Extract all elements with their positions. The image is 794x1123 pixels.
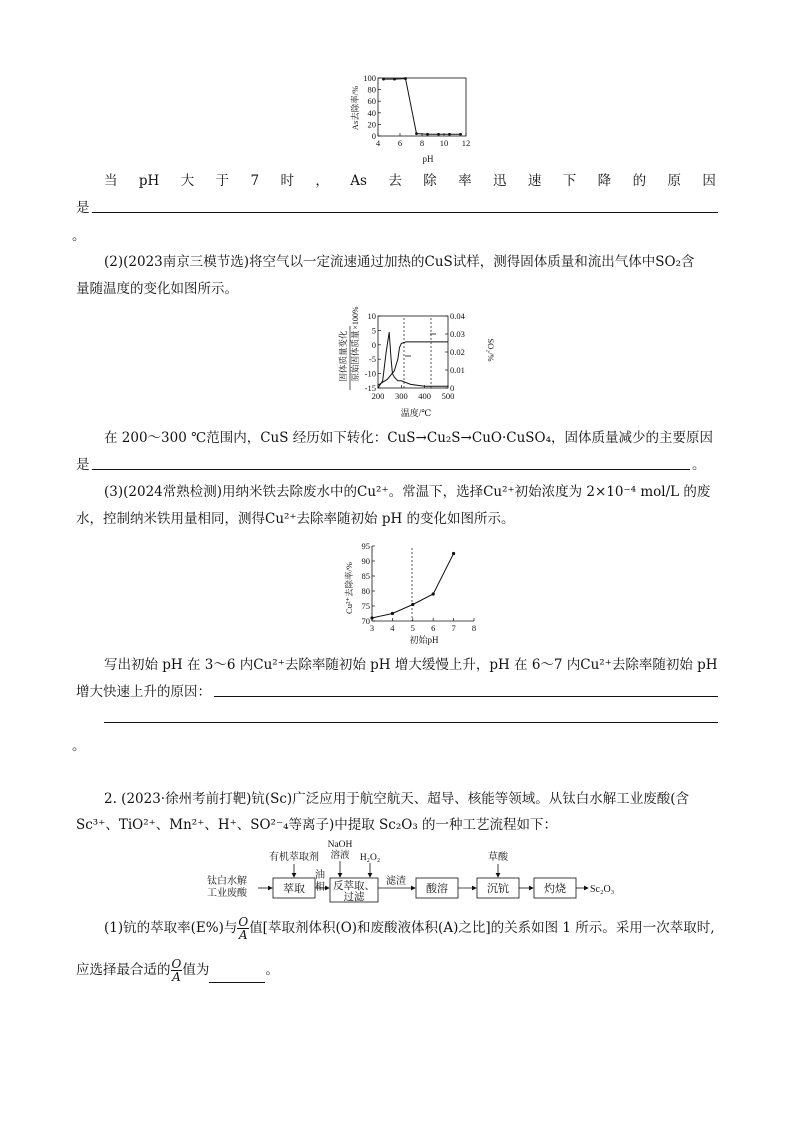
q1-answer-blank[interactable] — [92, 212, 718, 213]
chart2-ytick: -5 — [368, 354, 376, 365]
flow-reagent-h2o2: H₂O₂ — [359, 853, 381, 863]
q1-char: 速 — [527, 173, 542, 189]
chart1-point — [426, 133, 429, 136]
chart1-xtick: 10 — [439, 138, 449, 148]
p2q1-text-b: 值[萃取剂体积(O)和废酸液体积(A)之比]的关系如图 1 所示。采用一次萃取时, — [249, 920, 715, 936]
flow-product: Sc₂O₃ — [590, 884, 615, 895]
chart2-y2tick: 0.02 — [450, 347, 465, 357]
frac2-denominator: A — [172, 970, 181, 984]
chart1-point — [382, 78, 385, 81]
cus-heating-chart — [336, 306, 496, 422]
chart3-xtick: 4 — [390, 623, 395, 633]
p2q1-line2 — [76, 958, 279, 983]
q1-char: 率 — [458, 173, 472, 189]
q1-char: 于 — [215, 173, 230, 189]
as-removal-chart — [348, 72, 473, 164]
chart2-ytick: 5 — [371, 325, 376, 336]
q1-char: 原 — [667, 173, 681, 189]
chart2-y2tick: 0.03 — [450, 329, 465, 339]
chart3-ytick: 70 — [361, 616, 370, 626]
q2-line1: (2)(2023南京三模节选)将空气以一定流速通过加热的CuS试样，测得固体质量和流出气体中SO₂含 — [104, 254, 695, 270]
q1-period: 。 — [72, 228, 86, 244]
chart3-point — [370, 616, 373, 619]
chart2-ylabel-num: 固体质量变化 — [338, 330, 348, 382]
chart1-point — [459, 133, 462, 136]
frac-denominator: A — [238, 928, 248, 942]
q1-char: 时 — [280, 173, 294, 189]
q2-answer-start: 是 — [76, 457, 90, 473]
chart3-ytick: 75 — [361, 601, 370, 611]
chart2-ytick: -10 — [364, 368, 376, 379]
q1-char: 7 — [250, 173, 260, 189]
chart1-point — [415, 132, 418, 135]
p2-line1: 2. (2023·徐州考前打靶)钪(Sc)广泛应用于航空航天、超导、核能等领域。从钛白水解工业废酸(含 — [104, 791, 689, 807]
p2q1-line1 — [104, 916, 715, 941]
flow-box-dissolve-label: 酸溶 — [426, 883, 448, 895]
p2-line2: Sc³⁺、TiO²⁺、Mn²⁺、H⁺、SO²⁻₄等离子)中提取 Sc₂O₃ 的一种工艺流程如下： — [76, 817, 558, 833]
flow-reagent-extractant: 有机萃取剂 — [269, 852, 319, 863]
chart1-xtick: 4 — [375, 138, 381, 148]
chart3-xtick: 6 — [431, 623, 436, 633]
chart3-point — [432, 592, 435, 595]
chart3-ylabel: Cu²⁺去除率/% — [344, 562, 354, 614]
q1-char: ， — [315, 173, 329, 189]
q1-char: 迅 — [493, 173, 507, 189]
chart1-xlabel: pH — [422, 154, 434, 164]
flow-box-strip-label-1: 反萃取、 — [333, 881, 375, 892]
chart1-ytick: 100 — [363, 73, 376, 83]
q2-line3: 在 200～300 ℃范围内，CuS 经历如下转化：CuS→Cu₂S→CuO·CuSO₄，固体质量减少的主要原因 — [104, 430, 713, 446]
chart1-point — [404, 77, 407, 80]
o-over-a-fraction-2 — [171, 958, 183, 983]
p2q1-text-c: 应选择最合适的 — [76, 962, 171, 978]
q1-char: 去 — [388, 173, 402, 189]
process-flow-diagram — [200, 838, 620, 904]
chart3-xtick: 5 — [410, 623, 415, 633]
p2q1-answer-blank[interactable] — [209, 968, 265, 983]
q1-answer-start: 是 — [76, 200, 90, 216]
flow-start-line1: 钛白水解 — [207, 876, 247, 887]
q1-char: 当 — [104, 173, 118, 189]
cu-removal-chart — [340, 536, 480, 648]
chart2-xtick: 500 — [441, 391, 455, 401]
chart2-y2tick: 0.01 — [450, 365, 465, 375]
chart1-point — [393, 78, 396, 81]
chart1-ylabel: As去除率/% — [350, 85, 360, 131]
q2-period: 。 — [692, 457, 706, 473]
chart2-ytick: 0 — [371, 339, 376, 350]
chart1-ytick: 20 — [367, 119, 376, 130]
q3-period: 。 — [72, 738, 86, 754]
chart1-point — [437, 133, 440, 136]
flow-box-strip-label-2: 过滤 — [343, 892, 365, 903]
chart1-ytick: 80 — [367, 84, 376, 95]
flow-box-extract-label: 萃取 — [283, 883, 305, 895]
q1-char: As — [350, 173, 367, 189]
q1-char: 大 — [180, 173, 195, 189]
chart2-xtick: 400 — [418, 391, 432, 401]
flow-box-calcine-label: 灼烧 — [544, 883, 566, 895]
q1-char: 下 — [562, 173, 577, 189]
q3-answer-blank-1[interactable] — [214, 696, 718, 697]
chart2-xtick: 200 — [371, 391, 385, 401]
chart1-xtick: 6 — [397, 138, 403, 148]
chart1-point — [448, 133, 451, 136]
q1-reason-line — [104, 171, 716, 191]
chart2-ylabel-suffix: ×100% — [351, 306, 360, 330]
q1-char: 降 — [597, 173, 612, 189]
solid-mass-series — [378, 342, 448, 385]
flow-oil-phase-1: 油 — [315, 870, 325, 881]
chart1-frame — [378, 78, 466, 136]
p2q1-text-e: 。 — [265, 962, 279, 978]
flow-reagent-naoh: NaOH — [327, 840, 353, 850]
q3-line3: 写出初始 pH 在 3～6 内Cu²⁺去除率随初始 pH 增大缓慢上升，pH 在 6～7 内Cu²⁺去除率随初始 pH — [104, 657, 718, 673]
cu-removal-series — [372, 554, 454, 619]
p2q1-text-d: 值为 — [182, 962, 210, 978]
flow-box-precipitate-label: 沉钪 — [487, 883, 509, 895]
q3-line2: 水，控制纳米铁用量相同，测得Cu²⁺去除率随初始 pH 的变化如图所示。 — [76, 511, 515, 527]
chart1-ytick: 0 — [371, 131, 376, 141]
q2-line2: 量随温度的变化如图所示。 — [76, 281, 238, 297]
chart3-xtick: 7 — [451, 623, 456, 633]
chart2-xlabel: 温度/℃ — [400, 408, 432, 418]
chart2-ytick: 10 — [367, 311, 376, 321]
q1-char: 因 — [702, 173, 716, 189]
q1-char: 的 — [632, 173, 647, 189]
chart2-ylabel-den: 原始固体质量 — [350, 330, 360, 382]
chart1-xtick: 8 — [419, 138, 425, 148]
flow-reagent-oxalic: 草酸 — [488, 852, 508, 863]
chart2-xtick: 300 — [394, 391, 408, 401]
chart2-y2tick: 0 — [450, 383, 455, 393]
chart3-ytick: 80 — [361, 586, 370, 596]
chart3-ytick: 85 — [361, 571, 370, 581]
chart1-xtick: 12 — [461, 138, 471, 148]
chart3-xtick: 8 — [471, 623, 477, 633]
o-over-a-fraction — [237, 916, 249, 941]
chart3-xlabel: 初始pH — [409, 635, 439, 645]
q1-char: 除 — [423, 173, 437, 189]
flow-start-line2: 工业废酸 — [207, 888, 247, 899]
q1-char: pH — [138, 173, 160, 189]
chart2-y2label: SO₂/% — [486, 338, 496, 362]
flow-residue-label: 滤渣 — [386, 876, 406, 887]
chart3-point — [452, 552, 455, 555]
chart3-ytick: 90 — [361, 556, 370, 566]
chart3-point — [391, 612, 394, 615]
frac2-numerator: O — [171, 957, 182, 971]
flow-oil-phase-2: 相 — [315, 882, 325, 893]
q3-answer-blank-2[interactable] — [104, 722, 718, 723]
chart1-ytick: 40 — [367, 107, 376, 118]
frac-numerator: O — [238, 915, 249, 929]
chart3-xtick: 3 — [369, 623, 375, 633]
as-removal-series — [384, 79, 461, 135]
so2-series — [378, 332, 448, 388]
chart1-ytick: 60 — [367, 96, 376, 107]
q2-answer-blank[interactable] — [92, 469, 690, 470]
chart2-y2tick: 0.04 — [450, 311, 465, 321]
q3-line1: (3)(2024常熟检测)用纳米铁去除废水中的Cu²⁺。常温下，选择Cu²⁺初始浓度为 2×10⁻⁴ mol/L 的废 — [104, 484, 711, 500]
q3-line4: 增大快速上升的原因： — [76, 684, 211, 700]
p2q1-text-a: (1)钪的萃取率(E%)与 — [104, 920, 238, 936]
chart2-ytick: -15 — [364, 383, 376, 393]
flow-reagent-solution: 溶液 — [330, 851, 350, 861]
chart3-ytick: 95 — [361, 541, 370, 551]
